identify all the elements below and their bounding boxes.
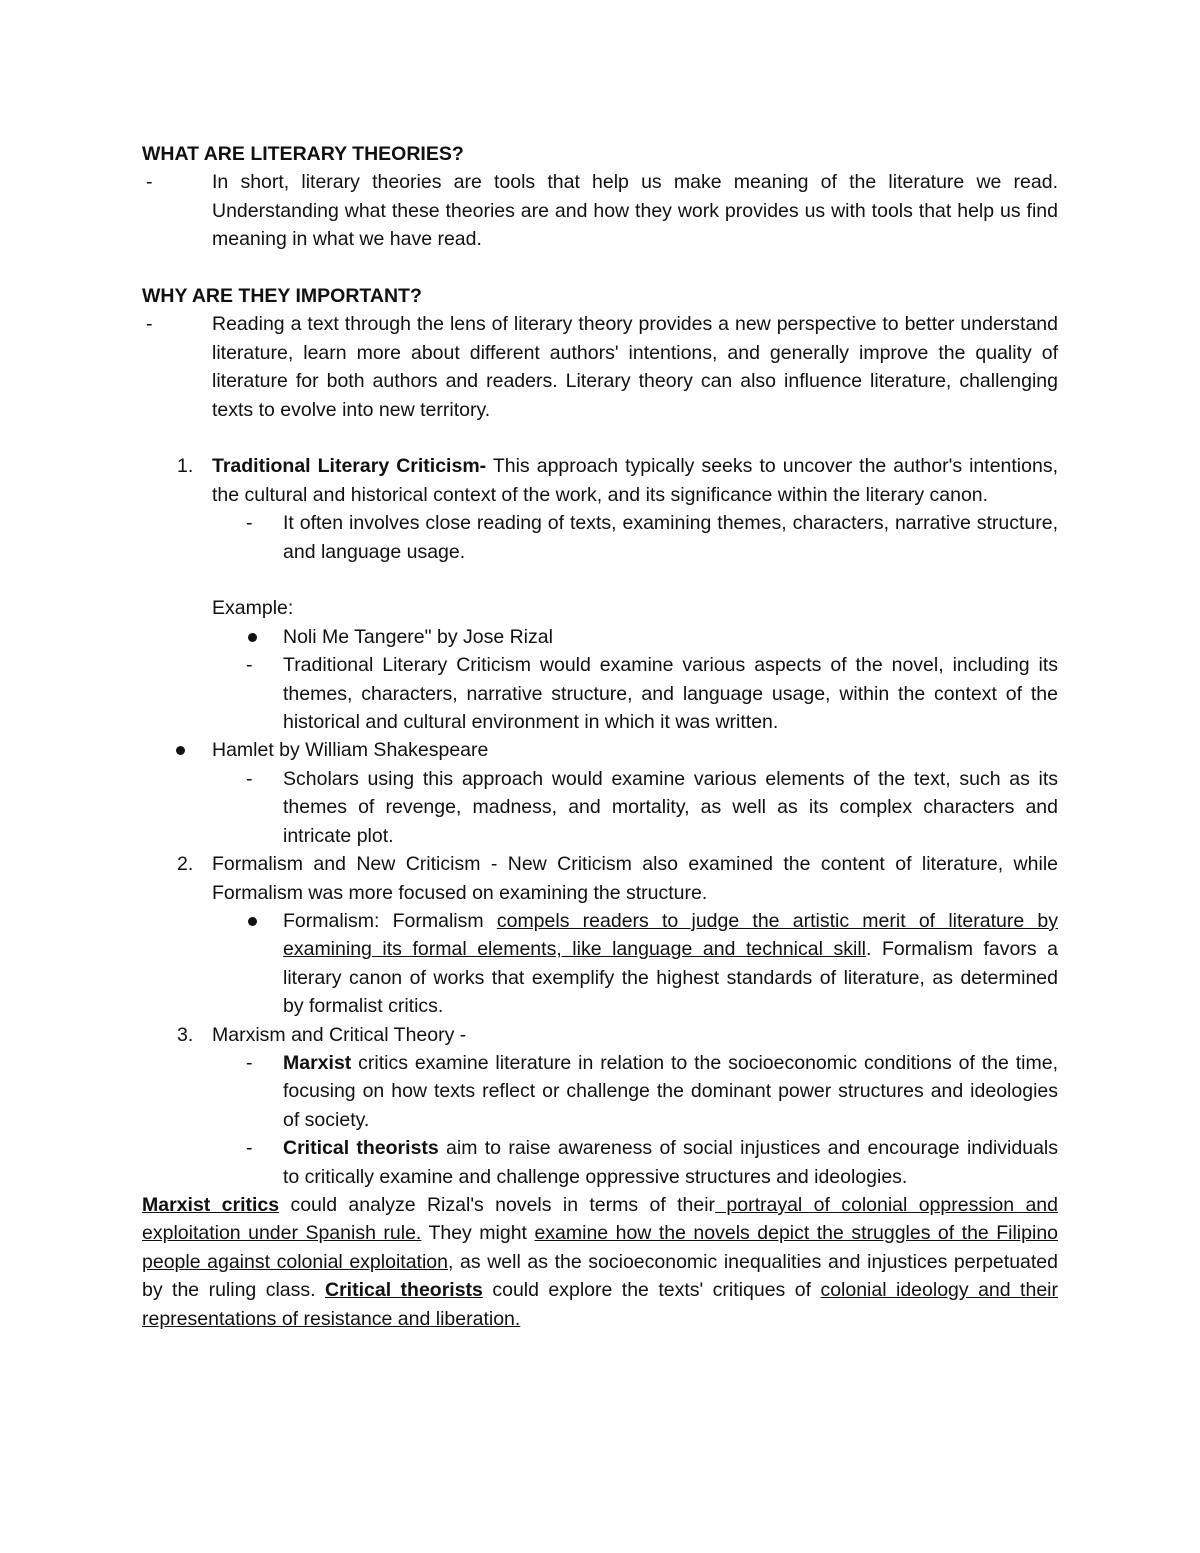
bullet-dot-icon — [248, 633, 257, 642]
item-number: 2. — [177, 853, 194, 876]
dash-marker: - — [246, 767, 253, 790]
example-bullet-hamlet — [142, 736, 1058, 764]
paragraph-text: Reading a text through the lens of literary theory provides a new perspective to better understand literature, learn more about different authors' intentions, and generally improve the quality of literature for both authors and readers. Literary theory can also influence literature, challenging texts to evolve into new territory. — [212, 313, 1058, 421]
numbered-item-2 — [142, 850, 1058, 907]
underlined-text: examine how the novels depict the struggles of the Filipino people against colonial exploitation — [142, 1222, 1059, 1273]
list-item — [142, 310, 1058, 424]
sub-list-item — [142, 765, 1058, 850]
dash-marker: - — [146, 313, 153, 336]
sub-list-item-formalism — [142, 907, 1058, 1021]
sub-list-item — [142, 509, 1058, 566]
item-text: Marxism and Critical Theory - — [212, 1023, 467, 1046]
bold-term: Critical theorists — [283, 1137, 439, 1160]
closing-paragraph — [142, 1191, 1058, 1333]
bold-term: Critical theorists — [325, 1279, 483, 1302]
dash-marker: - — [246, 1051, 253, 1074]
paragraph-text: , as well as the socioeconomic inequalities and injustices perpetuated by the ruling class. — [142, 1250, 1058, 1302]
dash-marker: - — [246, 654, 253, 677]
underlined-text: colonial ideology and their representations of resistance and liberation. — [142, 1279, 1058, 1330]
section-heading-why: WHY ARE THEY IMPORTANT? — [142, 285, 422, 308]
item-text: This approach typically seeks to uncover the author's intentions, the cultural and historical context of the work, and its significance within the literary canon. — [212, 455, 1058, 506]
example-label: Example: — [212, 597, 294, 620]
bold-term: Marxist — [283, 1051, 352, 1074]
example-title: Hamlet by William Shakespeare — [212, 739, 489, 762]
item-number: 3. — [177, 1023, 194, 1046]
section-heading-what: WHAT ARE LITERARY THEORIES? — [142, 143, 464, 165]
underlined-text: portrayal of colonial oppression and exploitation under Spanish rule. — [142, 1193, 1058, 1245]
example-text: Traditional Literary Criticism would examine various aspects of the novel, including its themes, characters, narrative structure, and language usage, within the context of the historical and cultural environment in which it was written. — [283, 654, 1058, 734]
example-title: Noli Me Tangere" by Jose Rizal — [283, 625, 553, 648]
paragraph-text: could explore the texts' critiques of — [482, 1279, 821, 1302]
bold-term: Marxist critics — [142, 1193, 280, 1216]
sub-item-text: . Formalism favors a literary canon of works that exemplify the highest standards of literature, as determined by formalist critics. — [283, 938, 1058, 1018]
spacer — [142, 254, 1058, 282]
numbered-item-1 — [142, 452, 1058, 509]
dash-marker: - — [246, 1137, 253, 1160]
bullet-dot-icon — [176, 746, 185, 755]
example-bullet-noli — [142, 623, 1058, 651]
paragraph-text: They might — [421, 1222, 535, 1245]
sub-list-item-critical — [142, 1134, 1058, 1191]
example-text: Scholars using this approach would examine various elements of the text, such as its themes of revenge, madness, and mortality, as well as its complex characters and intricate plot. — [283, 767, 1058, 847]
spacer — [142, 424, 1058, 452]
paragraph-text: could analyze Rizal's novels in terms of their — [279, 1193, 716, 1216]
document-page — [142, 140, 1058, 1333]
underlined-text: compels readers to judge the artistic merit of literature by examining its formal elements, like language and technical skill — [283, 909, 1058, 961]
list-item — [142, 168, 1058, 253]
bullet-dot-icon — [248, 917, 257, 926]
item-title: Traditional Literary Criticism- — [212, 455, 487, 478]
sub-item-text: critics examine literature in relation to the socioeconomic conditions of the time, focusing on how texts reflect or challenge the dominant power structures and ideologies of society. — [283, 1051, 1058, 1131]
item-number: 1. — [177, 455, 194, 478]
sub-item-text: It often involves close reading of texts, examining themes, characters, narrative structure, and language usage. — [283, 512, 1058, 563]
sub-item-text: Formalism: Formalism — [283, 909, 497, 932]
item-text: Formalism and New Criticism - New Criticism also examined the content of literature, while Formalism was more focused on examining the structure. — [212, 853, 1058, 904]
spacer — [142, 566, 1058, 594]
sub-list-item — [142, 651, 1058, 736]
dash-marker: - — [146, 171, 153, 194]
paragraph-text: In short, literary theories are tools that help us make meaning of the literature we read. Understanding what these theories are and how they work provides us with tools that help us find meaning in what we have read. — [212, 171, 1058, 251]
sub-item-text: aim to raise awareness of social injustices and encourage individuals to critically examine and challenge oppressive structures and ideologies. — [283, 1137, 1058, 1188]
dash-marker: - — [246, 512, 253, 535]
sub-list-item-marxist — [142, 1049, 1058, 1134]
numbered-item-3 — [142, 1021, 1058, 1049]
